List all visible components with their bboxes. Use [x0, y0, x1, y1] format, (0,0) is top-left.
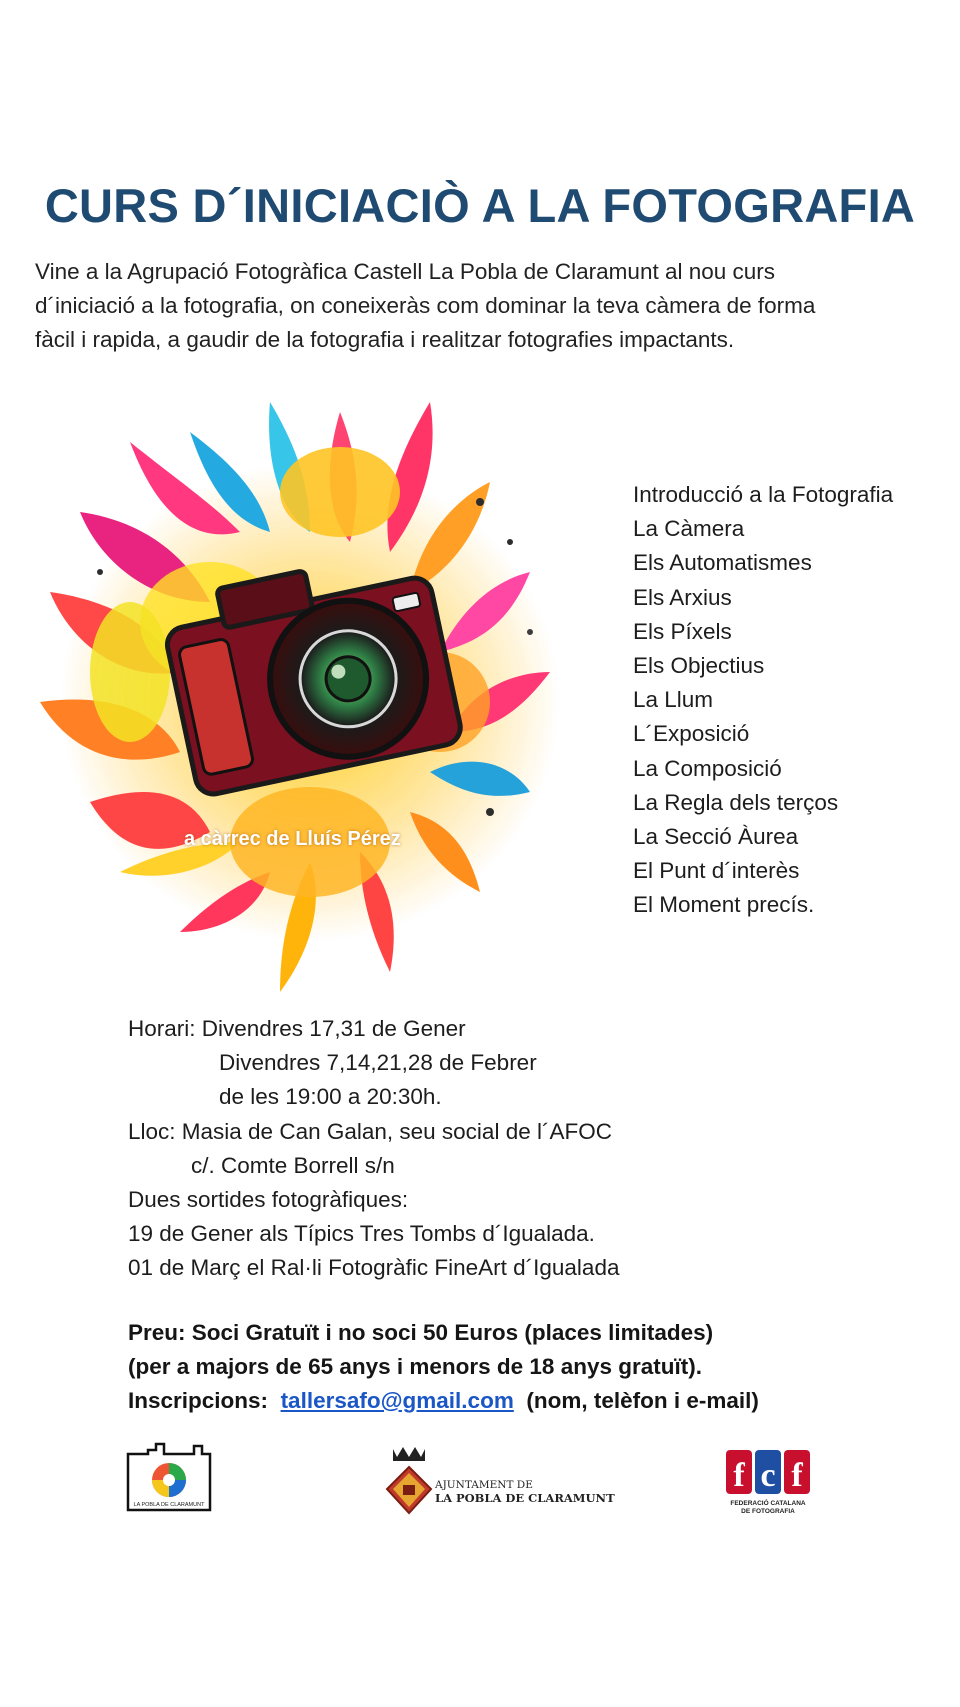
topic-item: Els Píxels: [633, 618, 732, 644]
topic-item: Els Automatismes: [633, 550, 812, 576]
ajuntament-line2: LA POBLA DE CLARAMUNT: [435, 1491, 615, 1505]
afoc-logo-text: LA POBLA DE CLARAMUNT: [133, 1502, 205, 1508]
schedule-line: Divendres 7,14,21,28 de Febrer: [219, 1050, 537, 1076]
intro-line: d´iniciació a la fotografia, on coneixeràs com dominar la teva càmera de forma: [35, 293, 816, 318]
price-line: Preu: Soci Gratuït i no soci 50 Euros (places limitades): [128, 1320, 714, 1345]
outings-title: Dues sortides fotogràfiques:: [128, 1187, 409, 1213]
course-instructor-credit: a càrrec de Lluís Pérez: [184, 828, 401, 850]
schedule-line: de les 19:00 a 20:30h.: [219, 1084, 442, 1110]
topic-item: Els Objectius: [633, 653, 765, 679]
fcf-logo-line1: FEDERACIÓ CATALANA: [730, 1500, 806, 1507]
registration-label: Inscripcions:: [128, 1388, 269, 1413]
price-note: (per a majors de 65 anys i menors de 18 anys gratuït).: [128, 1354, 702, 1379]
svg-text:f: f: [791, 1457, 803, 1494]
topic-item: L´Exposició: [633, 721, 750, 747]
svg-text:c: c: [760, 1457, 776, 1494]
location-line: Lloc: Masia de Can Galan, seu social de l´AFOC: [128, 1118, 612, 1144]
afoc-logo: [124, 1440, 214, 1512]
topic-item: La Secció Àurea: [633, 824, 799, 850]
fcf-logo: [722, 1442, 814, 1518]
schedule-line: Horari: Divendres 17,31 de Gener: [128, 1016, 466, 1041]
outing-line: 19 de Gener als Típics Tres Tombs d´Igualada.: [128, 1221, 595, 1247]
location-line: c/. Comte Borrell s/n: [191, 1152, 395, 1178]
topic-item: La Llum: [633, 687, 714, 713]
registration-note: (nom, telèfon i e-mail): [526, 1388, 759, 1413]
email-link[interactable]: tallersafo@gmail.com: [280, 1388, 514, 1413]
topic-item: La Càmera: [633, 516, 745, 542]
intro-paragraph: [35, 255, 935, 357]
intro-line: Vine a la Agrupació Fotogràfica Castell La Pobla de Claramunt al nou curs: [35, 259, 776, 284]
topic-item: El Moment precís.: [633, 892, 815, 918]
coat-of-arms-icon: [385, 1445, 433, 1515]
registration-line: [128, 1384, 759, 1418]
outing-line: 01 de Març el Ral·li Fotogràfic FineArt d´Igualada: [128, 1255, 620, 1281]
topics-list: [633, 478, 893, 923]
ajuntament-logo: [385, 1445, 615, 1515]
topic-item: La Composició: [633, 755, 782, 781]
camera-splash-image: [10, 372, 610, 1012]
ajuntament-line1: AJUNTAMENT DE: [435, 1479, 533, 1491]
schedule-section: [128, 1012, 619, 1286]
topic-item: Els Arxius: [633, 584, 732, 610]
page-title: CURS D´INICIACIÒ A LA FOTOGRAFIA: [44, 179, 916, 232]
intro-line: fàcil i rapida, a gaudir de la fotografia i realitzar fotografies impactants.: [35, 327, 735, 352]
topic-item: Introducció a la Fotografia: [633, 482, 894, 507]
topic-item: La Regla dels terços: [633, 789, 839, 815]
topic-item: El Punt d´interès: [633, 858, 800, 884]
fcf-logo-line2: DE FOTOGRAFIA: [741, 1508, 795, 1515]
price-section: [128, 1316, 759, 1418]
svg-text:f: f: [733, 1457, 745, 1494]
